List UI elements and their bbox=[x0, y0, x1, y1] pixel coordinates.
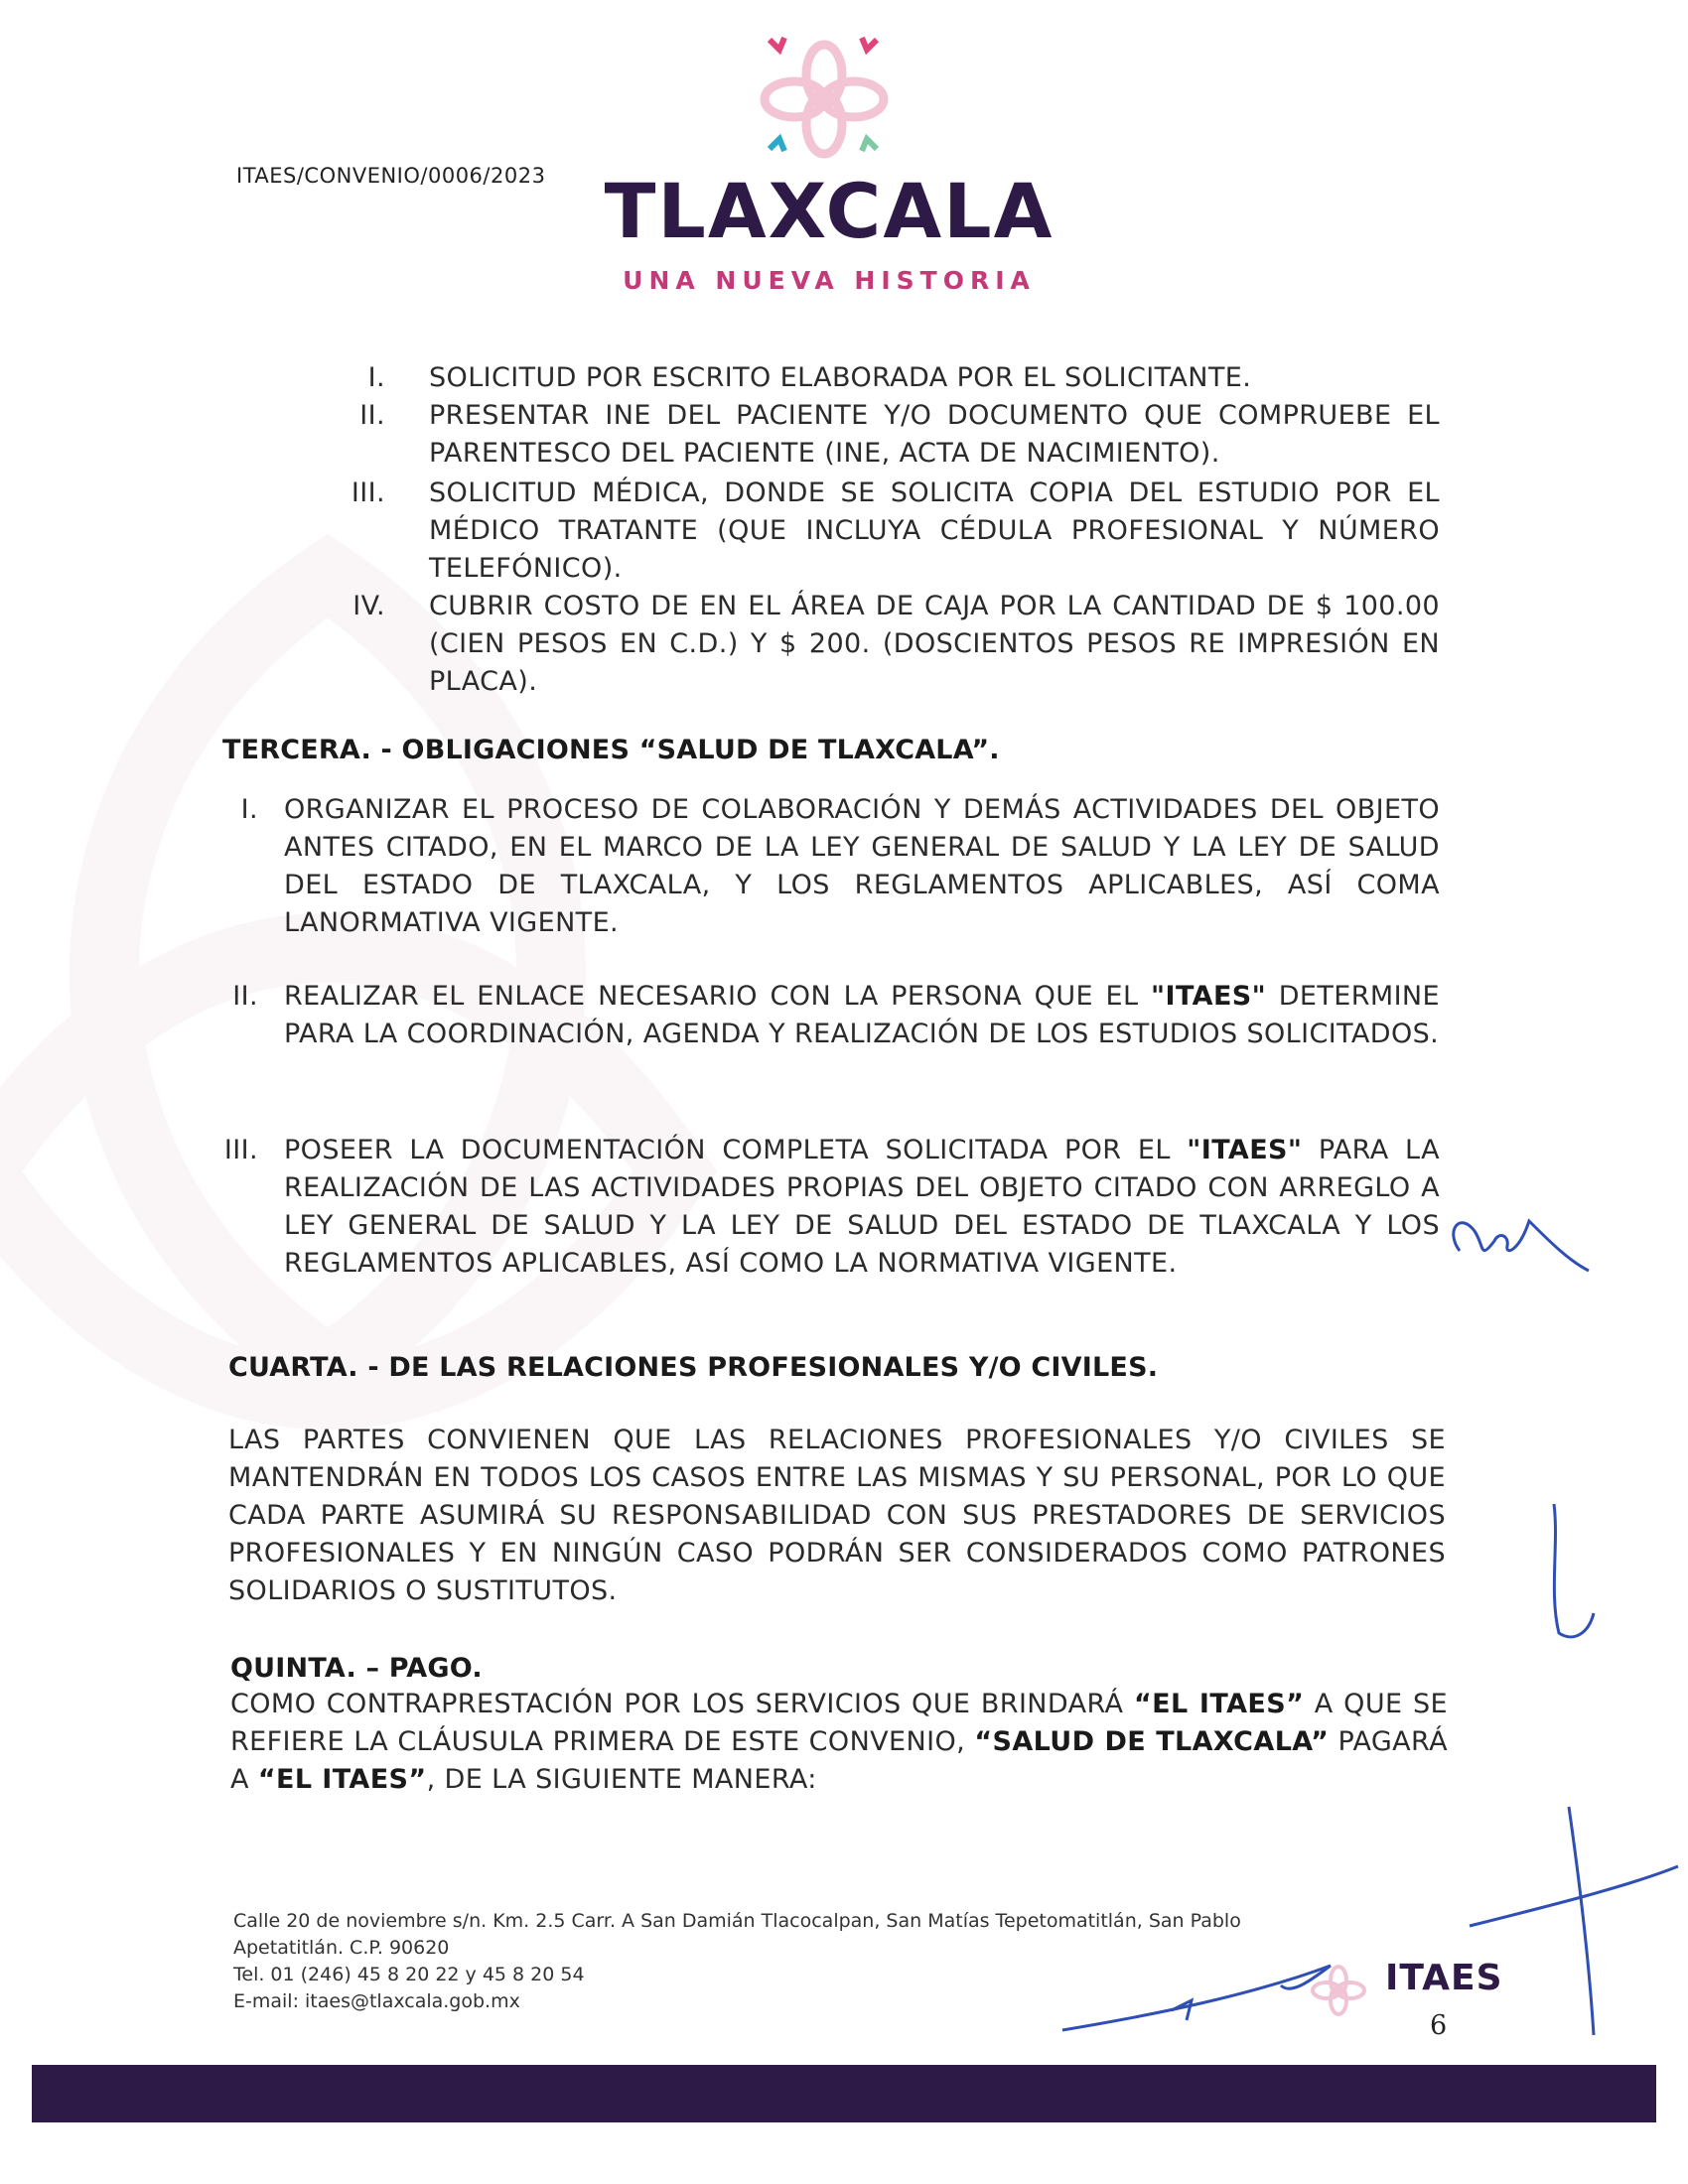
list-item bbox=[338, 397, 1440, 473]
list-item bbox=[222, 791, 1440, 942]
cuarta-paragraph: LAS PARTES CONVIENEN QUE LAS RELACIONES PROFESIONALES Y/O CIVILES SE MANTENDRÁN EN TODOS LOS CASOS ENTRE LAS MISMAS Y SU PERSONAL, POR LO QUE CADA PARTE ASUMIRÁ SU RESPONSABILIDAD CON SUS PRESTADORES DE SERVICIOS PROFESIONALES Y EN NINGÚN CASO PODRÁN SER CONSIDERADOS COMO PATRONES SOLIDARIOS O SUSTITUTOS. bbox=[228, 1425, 1446, 1606]
bold-itaes: "ITAES" bbox=[1187, 1135, 1303, 1165]
quinta-paragraph: COMO CONTRAPRESTACIÓN POR LOS SERVICIOS QUE BRINDARÁ “EL ITAES” A QUE SE REFIERE LA CLÁUSULA PRIMERA DE ESTE CONVENIO, “SALUD DE TLAXCALA” PAGARÁ A “EL ITAES”, DE LA SIGUIENTE MANERA: bbox=[230, 1689, 1448, 1795]
list-item bbox=[338, 359, 1440, 397]
list-text: CUBRIR COSTO DE EN EL ÁREA DE CAJA POR LA CANTIDAD DE $ 100.00 (CIEN PESOS EN C.D.) Y $ 200. (DOSCIENTOS PESOS RE IMPRESIÓN EN PLACA). bbox=[429, 591, 1440, 697]
list-text: SOLICITUD POR ESCRITO ELABORADA POR EL SOLICITANTE. bbox=[429, 362, 1252, 393]
list-item bbox=[338, 475, 1440, 588]
document-id: ITAES/CONVENIO/0006/2023 bbox=[236, 164, 546, 188]
section-heading-tercera: TERCERA. - OBLIGACIONES “SALUD DE TLAXCALA”. bbox=[222, 735, 1000, 765]
bold-itaes: "ITAES" bbox=[1151, 981, 1267, 1012]
logo-subtitle: UNA NUEVA HISTORIA bbox=[623, 266, 1036, 295]
list-text: POSEER LA DOCUMENTACIÓN COMPLETA SOLICITADA POR EL "ITAES" PARA LA REALIZACIÓN DE LAS ACTIVIDADES PROPIAS DEL OBJETO CITADO CON ARREGLO A LEY GENERAL DE SALUD Y LA LEY DE SALUD DEL ESTADO DE TLAXCALA Y LOS REGLAMENTOS APLICABLES, ASÍ COMO LA NORMATIVA VIGENTE. bbox=[284, 1135, 1440, 1279]
list-number: I. bbox=[240, 794, 258, 825]
footer-email: E-mail: itaes@tlaxcala.gob.mx bbox=[233, 1990, 520, 2012]
signature-initials bbox=[1440, 1191, 1599, 1291]
list-number: II. bbox=[359, 400, 385, 431]
signature-mark bbox=[1529, 1494, 1618, 1643]
list-number: III. bbox=[351, 478, 385, 508]
itaes-logo-word: ITAES bbox=[1385, 1958, 1503, 1998]
footer-phone: Tel. 01 (246) 45 8 20 22 y 45 8 20 54 bbox=[233, 1964, 585, 1985]
footer-address-line2: Apetatitlán. C.P. 90620 bbox=[233, 1937, 450, 1959]
list-number: III. bbox=[223, 1135, 258, 1165]
list-text: ORGANIZAR EL PROCESO DE COLABORACIÓN Y DEMÁS ACTIVIDADES DEL OBJETO ANTES CITADO, EN EL MARCO DE LA LEY GENERAL DE SALUD Y LA LEY DE SALUD DEL ESTADO DE TLAXCALA, Y LOS REGLAMENTOS APLICABLES, ASÍ COMA LANORMATIVA VIGENTE. bbox=[284, 794, 1440, 938]
section-heading-cuarta: CUARTA. - DE LAS RELACIONES PROFESIONALES Y/O CIVILES. bbox=[228, 1352, 1159, 1383]
list-text: SOLICITUD MÉDICA, DONDE SE SOLICITA COPIA DEL ESTUDIO POR EL MÉDICO TRATANTE (QUE INCLUYA CÉDULA PROFESIONAL Y NÚMERO TELEFÓNICO). bbox=[429, 478, 1440, 584]
page-number: 6 bbox=[1430, 2010, 1448, 2041]
list-text: PRESENTAR INE DEL PACIENTE Y/O DOCUMENTO QUE COMPRUEBE EL PARENTESCO DEL PACIENTE (INE, ACTA DE NACIMIENTO). bbox=[429, 400, 1440, 469]
list-item bbox=[222, 1132, 1440, 1283]
list-item bbox=[338, 588, 1440, 701]
section-heading-quinta: QUINTA. – PAGO. bbox=[230, 1653, 483, 1684]
list-number: II. bbox=[232, 981, 258, 1012]
list-text: REALIZAR EL ENLACE NECESARIO CON LA PERSONA QUE EL "ITAES" DETERMINE PARA LA COORDINACIÓN, AGENDA Y REALIZACIÓN DE LOS ESTUDIOS SOLICITADOS. bbox=[284, 981, 1440, 1049]
footer-band bbox=[32, 2065, 1656, 2122]
footer-address-line1: Calle 20 de noviembre s/n. Km. 2.5 Carr. A San Damián Tlacocalpan, San Matías Tepetomatitlán, San Pablo bbox=[233, 1910, 1241, 1932]
logo-title: TLAXCALA bbox=[604, 167, 1055, 255]
tlaxcala-flower-logo-icon bbox=[740, 30, 909, 164]
list-number: I. bbox=[367, 362, 385, 393]
list-number: IV. bbox=[352, 591, 385, 621]
list-item bbox=[222, 978, 1440, 1053]
